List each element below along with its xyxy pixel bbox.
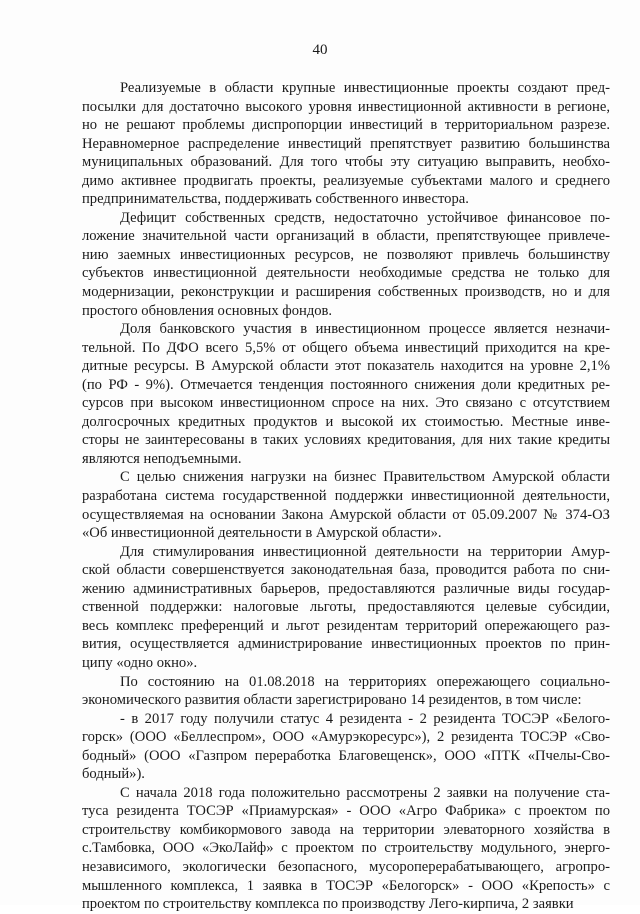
text-line: являются неподъемными. (82, 450, 242, 467)
text-line: бодный»). (82, 766, 145, 783)
text-line: простого обновления основных фондов. (82, 302, 333, 319)
paragraph-residents-2017 (82, 710, 610, 784)
text-line: сурсов при высоком инвестиционном спросе на них. Это связано с отсутствием (82, 395, 610, 412)
text-line: Доля банковского участия в инвестиционном процессе является незначи- (120, 321, 610, 338)
text-line: вития, осуществляется администрирование инвестиционных проектов по прин- (82, 636, 610, 653)
text-line: бодный» (ООО «Газпром переработка Благовещенск», ООО «ПТК «Пчелы-Сво- (82, 747, 610, 764)
text-line: модернизации, реконструкции и расширения собственных производств, но и для (82, 284, 610, 301)
text-line: «Об инвестиционной деятельности в Амурской области». (82, 525, 442, 542)
paragraph-applications-2018 (82, 784, 610, 914)
text-line: Для стимулирования инвестиционной деятельности на территории Амур- (120, 543, 610, 560)
body-text (82, 79, 610, 914)
text-line: строительству комбикормового завода на территории элеваторного хозяйства в (82, 821, 610, 838)
text-line: но не решают проблемы диспропорции инвестиций в территориальном разрезе. (82, 117, 610, 134)
text-line: ской области совершенствуется законодательная база, проводится работа по сни- (82, 562, 610, 579)
text-line: Неравномерное распределение инвестиций препятствует развитию большинства (82, 135, 610, 152)
text-line: осуществляемая на основании Закона Амурской области от 05.09.2007 № 374-ОЗ (82, 506, 610, 523)
text-line: долгосрочных кредитных продуктов и высокой их стоимостью. Местные инве- (82, 413, 610, 430)
paragraph-tosed-residents (82, 673, 610, 710)
text-line: Дефицит собственных средств, недостаточно устойчивое финансовое по- (120, 209, 610, 226)
text-line: жению административных барьеров, предоставляются различные виды государ- (82, 580, 610, 597)
text-line: С начала 2018 года положительно рассмотрены 2 заявки на получение ста- (120, 784, 610, 801)
text-line: нию заемных инвестиционных ресурсов, не позволяют привлечь большинству (82, 246, 610, 263)
paragraph-state-support-system (82, 468, 610, 542)
page-number: 40 (312, 42, 328, 58)
text-line: с.Тамбовка, ООО «ЭкоЛайф» с проектом по строительству модульного, энерго- (82, 840, 610, 857)
text-line: мышленного комплекса, 1 заявка в ТОСЭР «Белогорск» - ООО «Крепость» с (82, 877, 610, 894)
text-line: муниципальных образований. Для того чтобы эту ситуацию выправить, необхо- (82, 154, 610, 171)
text-line: субъектов инвестиционной деятельности необходимые средства не только для (82, 265, 610, 282)
text-line: сторы не заинтересованы в таких условиях кредитования, для них такие кредиты (82, 432, 610, 449)
text-line: ственной поддержки: налоговые льготы, предоставляются целевые субсидии, (82, 599, 610, 616)
text-line: дитные ресурсы. В Амурской области этот показатель находится на уровне 2,1% (82, 358, 610, 375)
text-line: предпринимательства, поддерживать собственного инвестора. (82, 191, 469, 208)
text-line: тельной. По ДФО всего 5,5% от общего объема инвестиций приходится на кре- (82, 339, 610, 356)
text-line: - в 2017 году получили статус 4 резидента - 2 резидента ТОСЭР «Белого- (120, 710, 610, 727)
paragraph-banking-participation (82, 320, 610, 468)
text-line: проектом по строительству комплекса по производству Лего-кирпича, 2 заявки (82, 896, 574, 913)
paragraph-investment-projects (82, 79, 610, 209)
text-line: С целью снижения нагрузки на бизнес Правительством Амурской области (120, 469, 610, 486)
text-line: ложение значительной части организаций в области, препятствующее привлече- (82, 228, 610, 245)
text-line: разработана система государственной поддержки инвестиционной деятельности, (82, 488, 610, 505)
paragraph-legislative-base (82, 543, 610, 673)
text-line: (по РФ - 9%). Отмечается тенденция постоянного снижения доли кредитных ре- (82, 376, 610, 393)
text-line: экономического развития области зарегистрировано 14 резидентов, в том числе: (82, 692, 582, 709)
text-line: туса резидента ТОСЭР «Приамурская» - ООО «Агро Фабрика» с проектом по (82, 803, 610, 820)
text-line: ципу «одно окно». (82, 654, 198, 671)
text-line: независимого, экологически безопасного, мусороперерабатывающего, агропро- (82, 858, 610, 875)
text-line: весь комплекс преференций и льгот резидентам территорий опережающего раз- (82, 617, 610, 634)
paragraph-own-funds-deficit (82, 209, 610, 320)
text-line: посылки для достаточно высокого уровня инвестиционной активности в регионе, (82, 98, 610, 115)
text-line: Реализуемые в области крупные инвестиционные проекты создают пред- (120, 80, 610, 96)
text-line: димо активнее продвигать проекты, реализуемые субъектами малого и среднего (82, 172, 610, 189)
text-line: По состоянию на 01.08.2018 на территориях опережающего социально- (120, 673, 610, 690)
text-line: горск» (ООО «Беллеспром», ООО «Амурэкоресурс»), 2 резидента ТОСЭР «Сво- (82, 729, 610, 746)
